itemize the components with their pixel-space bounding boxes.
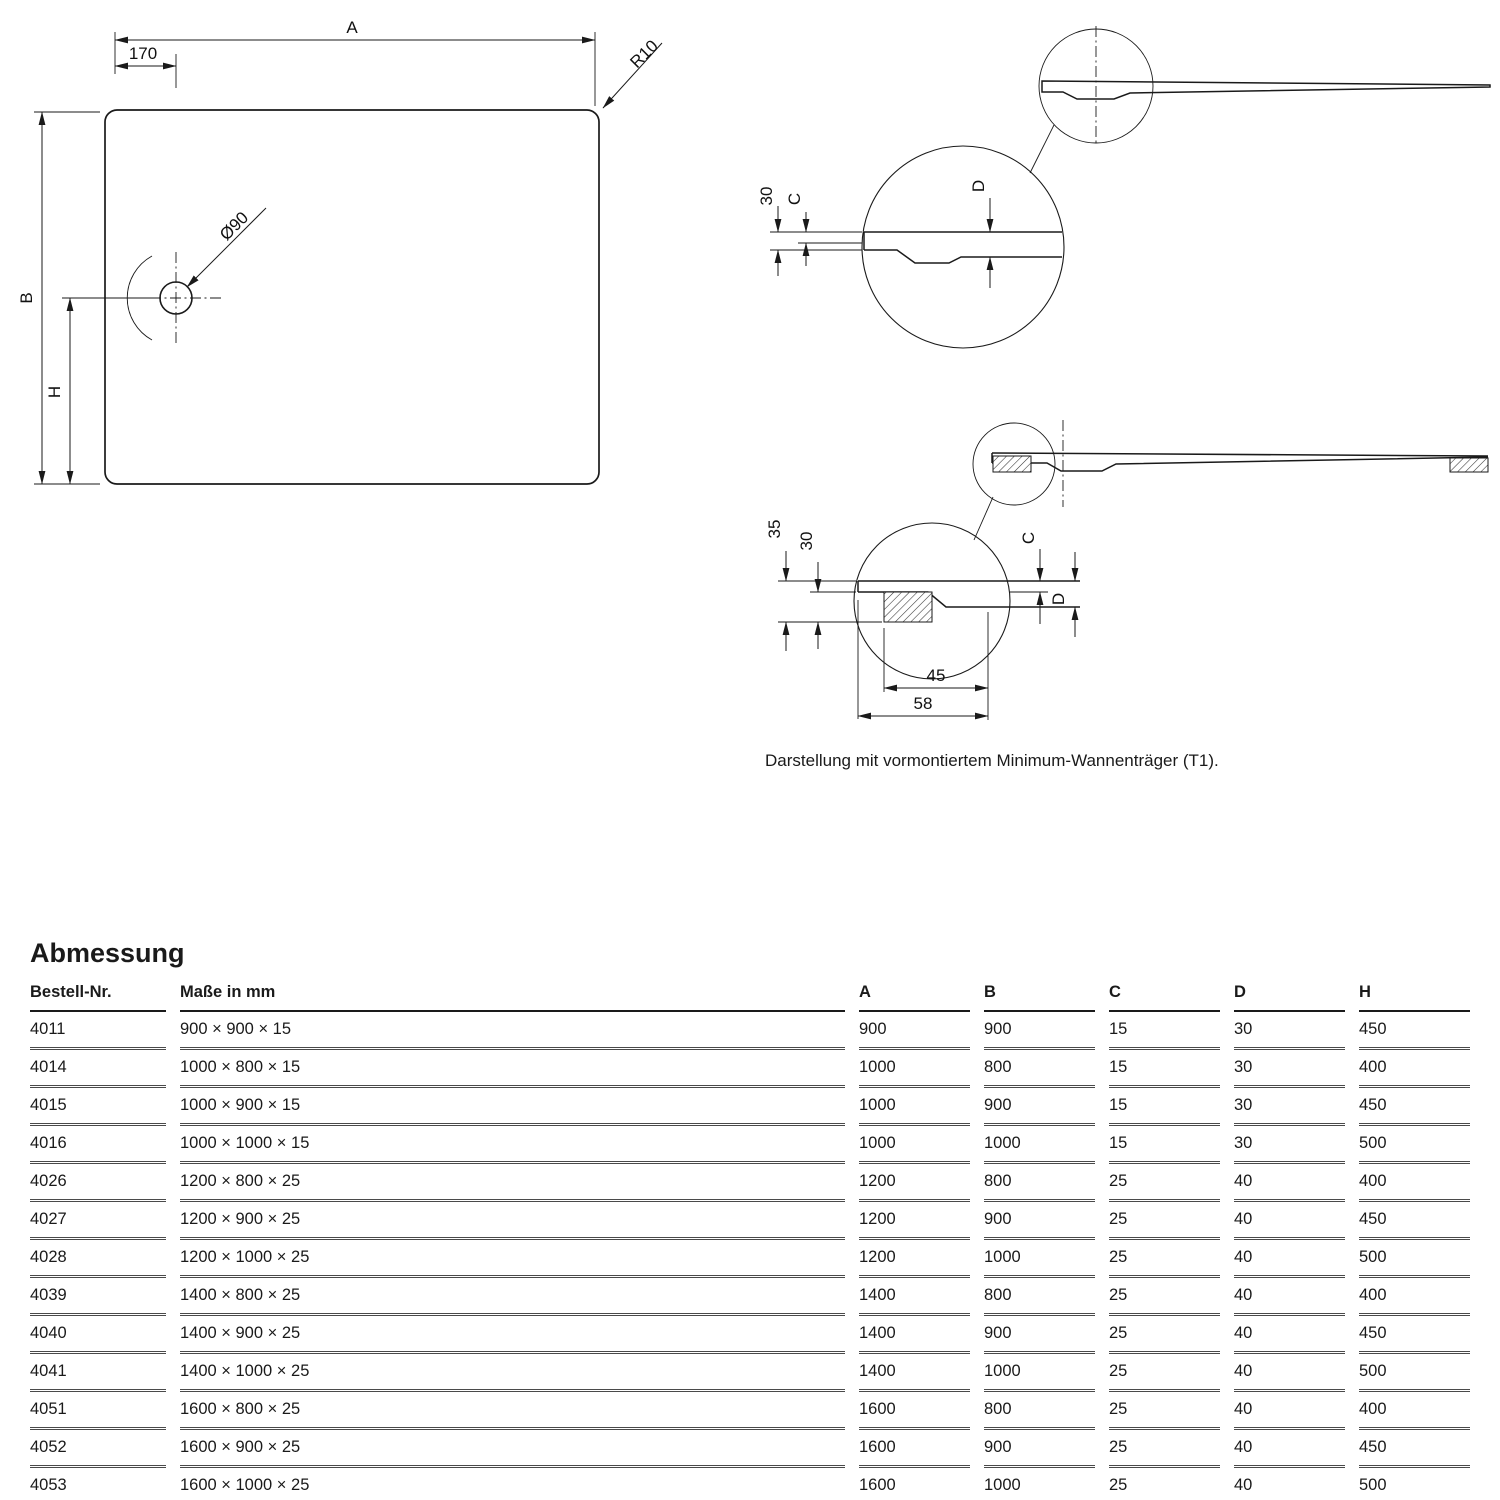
table-cell: 4016 — [30, 1126, 166, 1164]
table-cell: 1000 × 800 × 15 — [180, 1050, 845, 1088]
column-header-c: C — [1109, 975, 1220, 1012]
dim-label-d-top: D — [969, 179, 988, 193]
table-row — [30, 1240, 1470, 1278]
table-cell: 800 — [984, 1164, 1095, 1202]
table-cell: 1600 — [859, 1468, 970, 1500]
table-cell: 1400 — [859, 1316, 970, 1354]
table-cell: 1200 — [859, 1202, 970, 1240]
table-row — [30, 1468, 1470, 1500]
dim-label-r10: R10 — [626, 36, 662, 72]
table-cell: 900 — [984, 1316, 1095, 1354]
table-cell: 25 — [1109, 1240, 1220, 1278]
table-cell: 450 — [1359, 1202, 1470, 1240]
table-cell: 400 — [1359, 1278, 1470, 1316]
dim-label-58: 58 — [913, 694, 933, 713]
table-cell: 25 — [1109, 1354, 1220, 1392]
table-row — [30, 1050, 1470, 1088]
table-cell: 30 — [1234, 1126, 1345, 1164]
dim-label-d-bottom: D — [1049, 592, 1068, 606]
table-row — [30, 1202, 1470, 1240]
table-row — [30, 1278, 1470, 1316]
dim-label-h: H — [45, 385, 64, 399]
table-cell: 500 — [1359, 1468, 1470, 1500]
column-header-h: H — [1359, 975, 1470, 1012]
traeger-block-right — [1450, 458, 1488, 472]
table-cell: 800 — [984, 1050, 1095, 1088]
table-row — [30, 1164, 1470, 1202]
table-cell: 40 — [1234, 1430, 1345, 1468]
table-cell: 450 — [1359, 1316, 1470, 1354]
table-cell: 4028 — [30, 1240, 166, 1278]
table-cell: 4026 — [30, 1164, 166, 1202]
table-cell: 1200 — [859, 1164, 970, 1202]
table-cell: 25 — [1109, 1164, 1220, 1202]
table-cell: 15 — [1109, 1126, 1220, 1164]
table-cell: 400 — [1359, 1392, 1470, 1430]
table-cell: 4039 — [30, 1278, 166, 1316]
table-cell: 40 — [1234, 1240, 1345, 1278]
dimensions-table-body — [30, 1012, 1470, 1500]
table-cell: 4040 — [30, 1316, 166, 1354]
table-cell: 1400 × 1000 × 25 — [180, 1354, 845, 1392]
table-cell: 400 — [1359, 1164, 1470, 1202]
table-cell: 900 — [984, 1088, 1095, 1126]
table-cell: 1400 — [859, 1354, 970, 1392]
table-cell: 900 × 900 × 15 — [180, 1012, 845, 1050]
table-cell: 1000 — [984, 1126, 1095, 1164]
table-cell: 900 — [984, 1430, 1095, 1468]
table-row — [30, 1392, 1470, 1430]
table-cell: 4014 — [30, 1050, 166, 1088]
column-header-bestellnr: Bestell-Nr. — [30, 975, 166, 1012]
section-drawing-traeger — [765, 420, 1488, 770]
table-header-row — [30, 975, 1470, 1012]
column-header-d: D — [1234, 975, 1345, 1012]
detail-circle — [862, 146, 1064, 348]
table-cell: 40 — [1234, 1202, 1345, 1240]
table-cell: 30 — [1234, 1088, 1345, 1126]
table-cell: 1600 × 1000 × 25 — [180, 1468, 845, 1500]
table-cell: 40 — [1234, 1278, 1345, 1316]
table-cell: 1600 × 900 × 25 — [180, 1430, 845, 1468]
table-cell: 900 — [859, 1012, 970, 1050]
table-cell: 1600 × 800 × 25 — [180, 1392, 845, 1430]
table-cell: 25 — [1109, 1468, 1220, 1500]
dim-label-c-bottom: C — [1019, 531, 1038, 545]
table-cell: 30 — [1234, 1050, 1345, 1088]
table-cell: 4011 — [30, 1012, 166, 1050]
table-cell: 1600 — [859, 1392, 970, 1430]
dim-label-45: 45 — [926, 666, 946, 685]
dim-label-b: B — [17, 292, 36, 304]
table-cell: 450 — [1359, 1012, 1470, 1050]
table-cell: 400 — [1359, 1050, 1470, 1088]
table-cell: 500 — [1359, 1240, 1470, 1278]
table-cell: 500 — [1359, 1354, 1470, 1392]
dim-label-170: 170 — [128, 44, 158, 63]
table-cell: 1200 × 1000 × 25 — [180, 1240, 845, 1278]
dim-label-30-top: 30 — [757, 186, 776, 206]
table-row — [30, 1012, 1470, 1050]
dim-label-a: A — [346, 18, 358, 37]
dim-label-35: 35 — [765, 519, 784, 539]
traeger-block-left — [993, 456, 1031, 472]
table-cell: 4053 — [30, 1468, 166, 1500]
section-title: Abmessung — [30, 938, 185, 969]
top-view-drawing — [17, 18, 662, 484]
table-cell: 1000 — [984, 1354, 1095, 1392]
table-cell: 1400 × 900 × 25 — [180, 1316, 845, 1354]
table-cell: 1600 — [859, 1430, 970, 1468]
table-cell: 15 — [1109, 1050, 1220, 1088]
drawing-caption: Darstellung mit vormontiertem Minimum-Wannenträger (T1). — [765, 751, 1219, 770]
table-cell: 40 — [1234, 1164, 1345, 1202]
table-cell: 1400 × 800 × 25 — [180, 1278, 845, 1316]
table-cell: 4027 — [30, 1202, 166, 1240]
table-cell: 25 — [1109, 1430, 1220, 1468]
table-cell: 40 — [1234, 1392, 1345, 1430]
tray-side-profile — [1042, 81, 1490, 99]
table-row — [30, 1354, 1470, 1392]
table-cell: 4041 — [30, 1354, 166, 1392]
table-row — [30, 1316, 1470, 1354]
table-row — [30, 1430, 1470, 1468]
dim-label-drain-diameter: Ø90 — [216, 208, 253, 245]
table-cell: 1000 × 900 × 15 — [180, 1088, 845, 1126]
table-cell: 500 — [1359, 1126, 1470, 1164]
table-cell: 900 — [984, 1012, 1095, 1050]
table-cell: 25 — [1109, 1392, 1220, 1430]
table-cell: 30 — [1234, 1012, 1345, 1050]
table-row — [30, 1088, 1470, 1126]
table-cell: 450 — [1359, 1088, 1470, 1126]
table-cell: 800 — [984, 1392, 1095, 1430]
table-cell: 40 — [1234, 1316, 1345, 1354]
table-cell: 15 — [1109, 1012, 1220, 1050]
table-cell: 1000 — [859, 1126, 970, 1164]
table-cell: 1200 × 900 × 25 — [180, 1202, 845, 1240]
table-row — [30, 1126, 1470, 1164]
table-cell: 25 — [1109, 1278, 1220, 1316]
table-cell: 15 — [1109, 1088, 1220, 1126]
table-cell: 450 — [1359, 1430, 1470, 1468]
table-cell: 1200 × 800 × 25 — [180, 1164, 845, 1202]
tray-outline — [105, 110, 599, 484]
column-header-a: A — [859, 975, 970, 1012]
column-header-b: B — [984, 975, 1095, 1012]
table-cell: 1000 — [859, 1088, 970, 1126]
table-cell: 1000 — [859, 1050, 970, 1088]
table-cell: 1000 — [984, 1468, 1095, 1500]
traeger-block-detail — [884, 592, 932, 622]
table-cell: 40 — [1234, 1468, 1345, 1500]
table-cell: 40 — [1234, 1354, 1345, 1392]
dimensions-table — [30, 975, 1470, 1500]
table-cell: 4051 — [30, 1392, 166, 1430]
column-header-masse: Maße in mm — [180, 975, 845, 1012]
table-cell: 25 — [1109, 1202, 1220, 1240]
table-cell: 800 — [984, 1278, 1095, 1316]
table-cell: 1000 — [984, 1240, 1095, 1278]
table-cell: 1200 — [859, 1240, 970, 1278]
dim-label-30-bottom: 30 — [797, 531, 816, 551]
table-cell: 4015 — [30, 1088, 166, 1126]
table-cell: 1000 × 1000 × 15 — [180, 1126, 845, 1164]
dim-label-c-top: C — [785, 192, 804, 206]
table-cell: 4052 — [30, 1430, 166, 1468]
table-cell: 25 — [1109, 1316, 1220, 1354]
table-cell: 900 — [984, 1202, 1095, 1240]
section-drawing-plain — [757, 26, 1490, 348]
table-cell: 1400 — [859, 1278, 970, 1316]
